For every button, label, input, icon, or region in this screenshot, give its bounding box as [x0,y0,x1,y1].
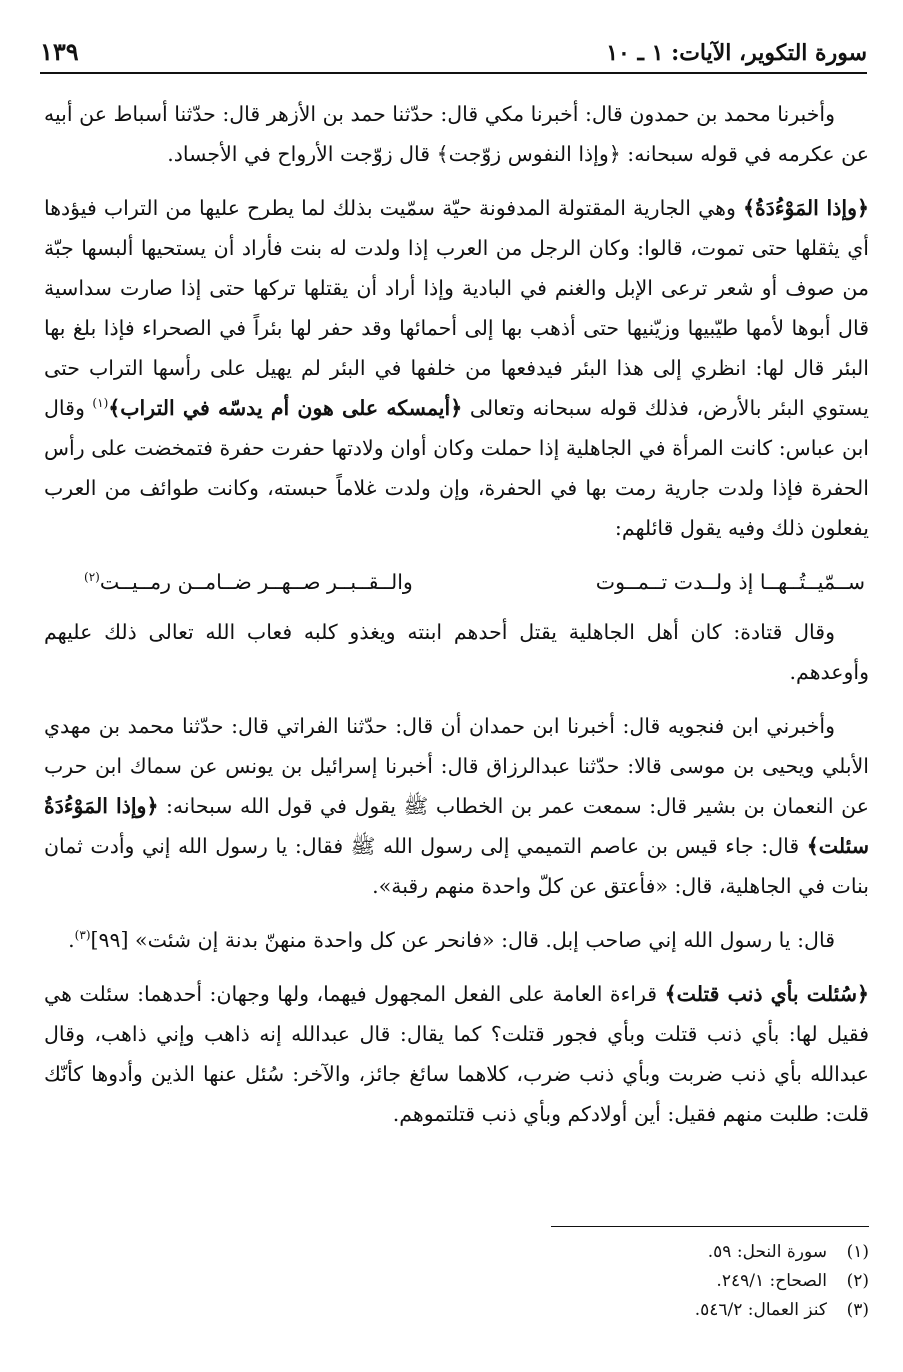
paragraph-1: وأخبرنا محمد بن حمدون قال: أخبرنا مكي قال: حدّثنا حمد بن الأزهر قال: حدّثنا أسباط عن أبيه عن عكرمه في قوله سبحانه: ﴿وإذا النفوس زوّجت﴾ قال زوّجت الأرواح في الأجساد. [44,102,869,166]
footnote-ref-2: (٢) [84,570,100,585]
paragraph-end: . [68,928,75,952]
running-title: سورة التكوير، الآيات: ١ ـ ١٠ [606,40,867,66]
paragraph-text: وأخبرني ابن فنجويه قال: أخبرنا ابن حمدان أن قال: حدّثنا الفراتي قال: حدّثنا محمد بن مهدي الأبلي ويحيى بن موسى قالا: حدّثنا عبدالرزاق قال: أخبرنا إسرائيل بن يونس عن سماك ابن حرب عن النعمان بن بشير قال: سمعت عمر بن الخطاب ﷺ يقول في قول الله سبحانه: [44,714,869,818]
footnote-divider [551,1226,869,1227]
footnote-item [369,1238,869,1267]
paragraph-2 [44,188,869,548]
footnote-text: كنز العمال: ٥٤٦/٢. [694,1300,827,1320]
main-text [44,94,869,1148]
poetry-verse [44,562,869,602]
quran-quote: ﴿سُئلت بأي ذنب قتلت﴾ [664,982,870,1006]
verse-second-hemistich [84,562,413,602]
paragraph-text: قال: جاء قيس بن عاصم التميمي إلى رسول الله ﷺ فقال: يا رسول الله إني وأدت ثمان بنات في الجاهلية، قال: «فأعتق عن كلّ واحدة منهم رقبة». [44,834,869,898]
paragraph-text: قراءة العامة على الفعل المجهول فيهما، ولها وجهان: أحدهما: سئلت هي فقيل لها: بأي ذنب قتلت وبأي فجور قتلت؟ كما يقال: قال عبدالله إنه ذاهب وإني ذاهب، وقال عبدالله بأي ذنب ضربت وبأي ذنب ضرب، كلاهما سائغ جائز، والآخر: سُئل عنها الذين وأدوها كأنّك قلت: طلبت منهم فقيل: أين أولادكم وبأي ذنب قتلتموهم. [44,982,869,1126]
footnote-number: (٢) [846,1271,869,1291]
paragraph-6 [44,974,869,1134]
page-header [40,30,867,74]
paragraph-5 [44,920,869,960]
footnote-item [369,1267,869,1296]
paragraph-text: وهي الجارية المقتولة المدفونة حيّة سمّيت بذلك لما يطرح عليها من التراب فيؤدها أي يثقلها حتى تموت، قالوا: وكان الرجل من العرب إذا ولدت له بنت فأراد أن يستحيها ألبسها جبّة من صوف أو شعر ترعى الإبل والغنم في البادية وإذا أراد أن يقتلها تركها حتى إذا صارت سداسية قال أبوها لأمها طيّبيها وزيّنيها حتى أذهب بها إلى أحمائها وقد حفر لها بئراً في الصحراء فإذا بلغ بها البئر قال لها: انظري إلى هذا البئر فيدفعها من خلفها في البئر لم يهيل على رأسها التراب حتى يستوي البئر بالأرض، فذلك قوله سبحانه وتعالى [44,196,869,420]
footnote-number: (٣) [846,1300,869,1320]
page-number: ١٣٩ [40,37,79,66]
paragraph-4 [44,706,869,906]
footnote-text: الصحاح: ٢٤٩/١. [716,1271,827,1291]
quran-quote: ﴿أيمسكه على هون أم يدسّه في التراب﴾ [108,396,463,420]
verse-second-text: والــقــبــر صــهــر ضــامــن رمــيــت [99,570,413,594]
paragraph-text: وقال ابن عباس: كانت المرأة في الجاهلية إذا حملت وكان أوان ولادتها حفرت حفرة فتمخضت على رأس الحفرة فإذا ولدت جارية رمت بها في الحفرة، وإن ولدت غلاماً حبسته، وكانت طوائف من العرب يفعلون ذلك وفيه يقول قائلهم: [44,396,869,540]
footnote-ref-3: (٣) [74,928,91,943]
paragraph-3: وقال قتادة: كان أهل الجاهلية يقتل أحدهم ابنته ويغذو كلبه فعاب الله تعالى ذلك عليهم وأوعدهم. [44,620,869,684]
quran-quote: ﴿وإذا المَوْءُدَةُ سئلت﴾ [44,794,869,858]
footnote-ref-1: (١) [92,396,109,411]
footnote-item [369,1296,869,1325]
footnote-text: سورة النحل: ٥٩. [707,1242,827,1262]
quran-quote: ﴿وإذا المَوْءُدَةُ﴾ [742,196,869,220]
footnote-number: (١) [846,1242,869,1262]
verse-first-hemistich: ســمّيــتُــهــا إذ ولــدت تــمــوت [595,570,865,594]
footnotes [369,1238,869,1325]
paragraph-text: قال: يا رسول الله إني صاحب إبل. قال: «فانحر عن كل واحدة منهنّ بدنة إن شئت» [٩٩] [90,928,835,952]
